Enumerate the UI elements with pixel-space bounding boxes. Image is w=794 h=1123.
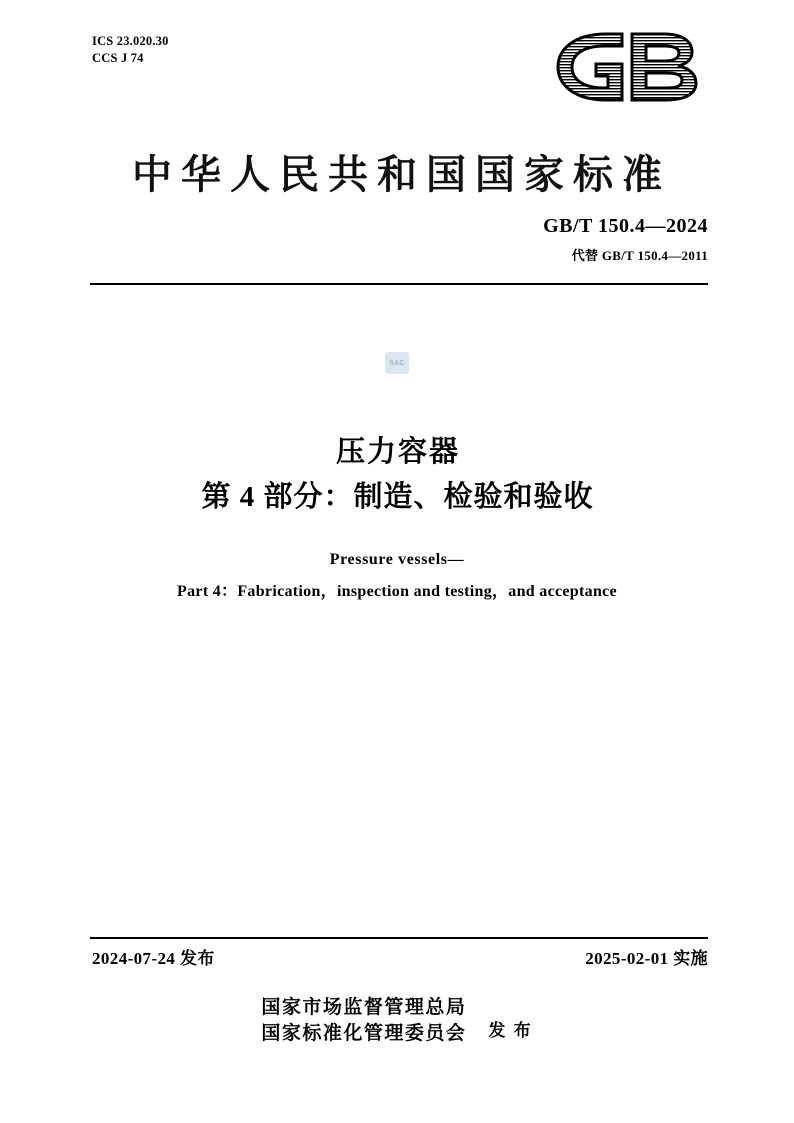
document-title-cn	[0, 432, 794, 518]
standard-replaces: 代替 GB/T 150.4—2011	[571, 248, 708, 263]
issuer-line1: 国家市场监督管理总局	[261, 997, 467, 1018]
ics-value: 23.020.30	[116, 34, 169, 48]
document-title-en-line2: Part 4：Fabrication，inspection and testing，and acceptance	[177, 583, 617, 600]
classification-block	[92, 33, 169, 67]
standard-number-block	[543, 215, 708, 264]
watermark: SAC	[385, 352, 409, 374]
gb-emblem-icon	[548, 28, 708, 106]
standard-number: GB/T 150.4—2024	[543, 215, 708, 237]
ics-line	[92, 33, 169, 50]
document-title-line1: 压力容器	[335, 436, 460, 468]
issuer-publish-label: 发 布	[488, 1020, 533, 1040]
ccs-value: J 74	[120, 51, 144, 65]
issuer-names	[261, 995, 466, 1047]
issue-date: 2024-07-24 发布	[92, 949, 215, 968]
ccs-label: CCS	[92, 51, 118, 65]
document-title-en-line1: Pressure vessels—	[329, 551, 465, 568]
page-title: 中华人民共和国国家标准	[132, 152, 671, 197]
ics-label: ICS	[92, 34, 114, 48]
issuer-block	[0, 995, 794, 1047]
document-title-line2: 第 4 部分：制造、检验和验收	[201, 481, 594, 513]
implementation-date: 2025-02-01 实施	[585, 949, 708, 968]
divider-bottom	[90, 937, 708, 939]
divider-top	[90, 283, 708, 285]
issuer-line2: 国家标准化管理委员会	[261, 1023, 467, 1044]
document-title-en	[0, 548, 794, 604]
ccs-line	[92, 50, 169, 67]
